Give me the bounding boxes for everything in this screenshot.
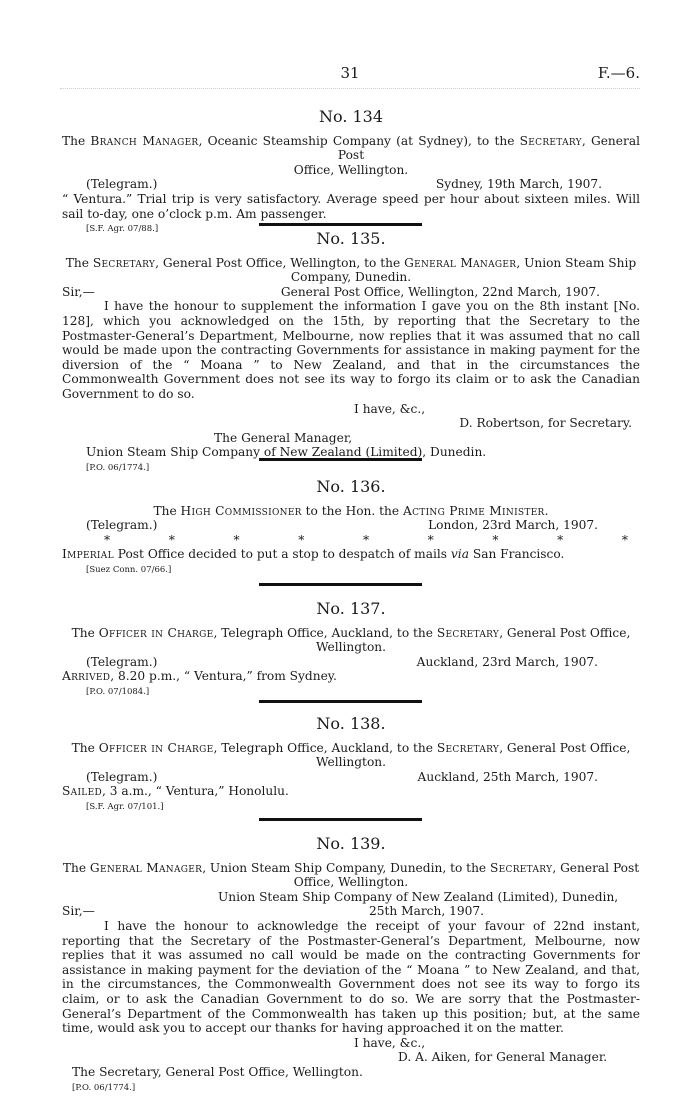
message-body: Sailed, 3 a.m., “ Ventura,” Honolulu. <box>62 784 289 799</box>
file-reference: [P.O. 07/1084.] <box>86 686 150 697</box>
document-number: No. 139. <box>316 834 386 853</box>
address-line: The Officer in Charge, Telegraph Office, Auckland, to the Secretary, General Post Office, Wellington. <box>71 740 631 770</box>
dateline: Union Steam Ship Company of New Zealand (Limited), Dunedin, <box>218 889 619 904</box>
header-divider <box>60 88 640 89</box>
addressee: Union Steam Ship Company of New Zealand (Limited), Dunedin. <box>86 445 487 460</box>
file-reference: [S.F. Agr. 07/101.] <box>86 801 164 812</box>
address-line: The Secretary, General Post Office, Wellington, to the General Manager, Union Steam Ship Company, Dunedin. <box>65 255 637 285</box>
file-reference: [Suez Conn. 07/66.] <box>86 564 172 575</box>
addressee: The Secretary, General Post Office, Wellington. <box>72 1064 363 1079</box>
document-number: No. 137. <box>316 599 386 618</box>
file-reference: [P.O. 06/1774.] <box>72 1082 136 1093</box>
telegram-row: (Telegram.) Auckland, 25th March, 1907. <box>86 769 598 784</box>
letter-body: I have the honour to supplement the information I gave you on the 8th instant [No. 128], which you acknowledged on the 15th, by reporting that the Secretary to the Postmaster-General’s Department, Melbourne, now replies that it was assumed that no call would be made upon the contracting Governments for assistance in making payment for the diversion of the “ Moana ” to New Zealand, and that in the circumstances the Commonwealth Government does not see its way to forgo its claim or to ask the Canadian Government to do so. <box>62 299 640 401</box>
message-body: Arrived, 8.20 p.m., “ Ventura,” from Sydney. <box>62 669 337 684</box>
signature: D. Robertson, for Secretary. <box>459 416 632 431</box>
section-divider <box>259 458 422 461</box>
address-line: The Branch Manager, Oceanic Steamship Company (at Sydney), to the Secretary, General Post Office, Wellington. <box>62 133 640 177</box>
salutation-row: Sir,— General Post Office, Wellington, 22nd March, 1907. <box>62 284 600 299</box>
address-line: The General Manager, Union Steam Ship Company, Dunedin, to the Secretary, General Post Office, Wellington. <box>62 860 640 890</box>
message-body: Imperial Post Office decided to put a stop to despatch of mails via San Francisco. <box>62 547 565 562</box>
document-139 <box>62 834 640 1095</box>
file-reference: [P.O. 06/1774.] <box>86 462 150 473</box>
letter-body: I have the honour to acknowledge the receipt of your favour of 22nd instant, reporting that the Secretary of the Postmaster-General’s Department, Melbourne, now replies that it was assumed no call would be made on the contracting Governments for assistance in making payment for the deviation of the “ Moana ” to New Zealand, and that, in the circumstances, the Commonwealth Government does not see its way to forgo its claim, or to ask the Canadian Government to do so. We are sorry that the Postmaster-General’s Department of the Commonwealth has taken up this position; but, at the same time, would ask you to accept our thanks for having approached it on the matter. <box>62 918 640 1036</box>
page-number: 31 <box>340 64 360 82</box>
page-header <box>60 64 640 84</box>
telegram-row: (Telegram.) Auckland, 23rd March, 1907. <box>86 654 598 669</box>
signature: D. A. Aiken, for General Manager. <box>398 1050 608 1065</box>
salutation-row: Sir,— 25th March, 1907. <box>62 904 484 919</box>
document-number: No. 135. <box>316 229 386 248</box>
section-divider <box>259 223 422 226</box>
address-line: The High Commissioner to the Hon. the Acting Prime Minister. <box>153 503 549 518</box>
telegram-row: (Telegram.) Sydney, 19th March, 1907. <box>86 177 602 192</box>
file-reference: [S.F. Agr. 07/88.] <box>86 224 159 235</box>
document-134 <box>62 107 640 237</box>
document-number: No. 138. <box>316 714 386 733</box>
message-body: “ Ventura.” Trial trip is very satisfactory. Average speed per hour about sixteen miles. Will <box>62 191 640 206</box>
closing: I have, &c., <box>354 1035 426 1050</box>
address-line: The Officer in Charge, Telegraph Office, Auckland, to the Secretary, General Post Office, Wellington. <box>71 625 631 655</box>
section-divider <box>259 818 422 821</box>
document-138 <box>62 714 640 815</box>
omission-marks: * * * * * * * * * <box>104 532 628 547</box>
addressee-label: The General Manager, <box>214 430 353 445</box>
document-136 <box>62 477 640 578</box>
section-divider <box>259 583 422 586</box>
document-number: No. 136. <box>316 477 386 496</box>
closing: I have, &c., <box>354 401 426 416</box>
document-number: No. 134 <box>318 107 384 126</box>
telegram-row: (Telegram.) London, 23rd March, 1907. <box>86 518 598 533</box>
section-divider <box>259 700 422 703</box>
message-body-continued: sail to-day, one o’clock p.m. Am passenger. <box>62 206 327 221</box>
report-reference: F.—6. <box>597 64 640 82</box>
document-137 <box>62 599 640 700</box>
